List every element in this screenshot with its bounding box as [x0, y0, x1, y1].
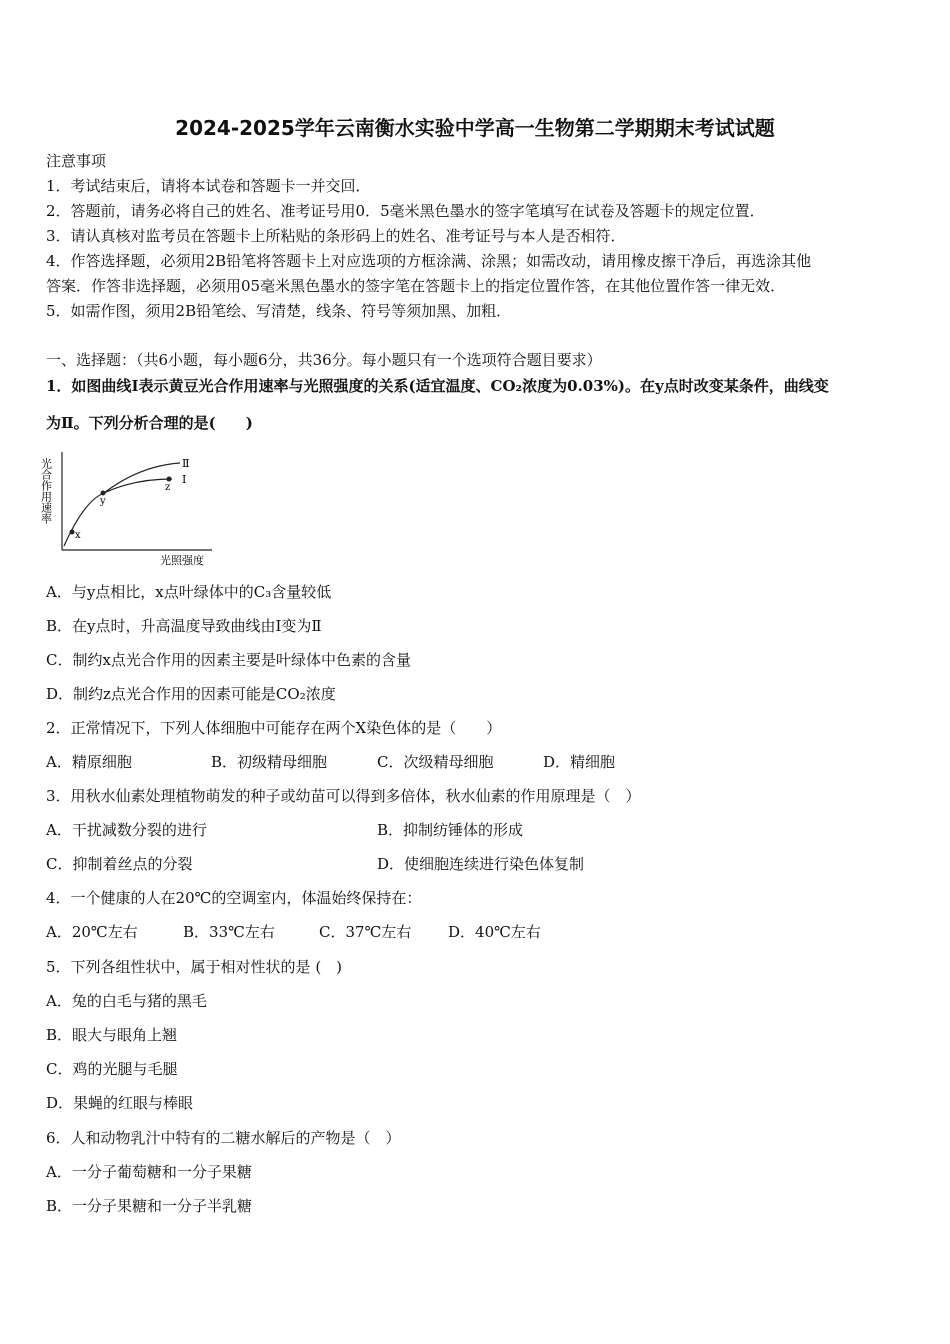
- option: B．眼大与眼角上翘: [46, 1026, 178, 1044]
- point-z-marker: [167, 477, 172, 482]
- notice-item: 答案．作答非选择题，必须用05毫米黑色墨水的签字笔在答题卡上的指定位置作答，在其他位置作答一律无效．: [46, 277, 786, 295]
- point-y-label: y: [100, 496, 106, 507]
- option: A．20℃左右: [46, 923, 138, 941]
- option: C．制约x点光合作用的因素主要是叶绿体中色素的含量: [46, 651, 411, 669]
- option: C．次级精母细胞: [377, 753, 494, 771]
- point-z-label: z: [165, 482, 171, 493]
- option: D．使细胞连续进行染色体复制: [377, 855, 585, 873]
- option: C．鸡的光腿与毛腿: [46, 1060, 178, 1078]
- option: B．33℃左右: [183, 923, 275, 941]
- y-axis-label: 光合作用速率: [39, 458, 53, 524]
- curve-ii-label: Ⅱ: [182, 457, 190, 470]
- photosynthesis-graph: [39, 446, 216, 572]
- section-heading: 一、选择题：（共6小题，每小题6分，共36分。每小题只有一个选项符合题目要求）: [46, 351, 602, 369]
- option: D．制约z点光合作用的因素可能是CO₂浓度: [46, 685, 336, 703]
- option: A．兔的白毛与猪的黑毛: [46, 992, 207, 1010]
- point-x-label: x: [75, 530, 81, 541]
- question-stem: 3．用秋水仙素处理植物萌发的种子或幼苗可以得到多倍体，秋水仙素的作用原理是（ ）: [46, 787, 641, 805]
- notice-item: 1．考试结束后，请将本试卷和答题卡一并交回．: [46, 177, 371, 195]
- question-stem: 1．如图曲线Ⅰ表示黄豆光合作用速率与光照强度的关系(适宜温度、CO₂浓度为0.03%)。在y点时改变某条件，曲线变: [46, 377, 829, 395]
- notice-item: 4．作答选择题，必须用2B铅笔将答题卡上对应选项的方框涂满、涂黑；如需改动，请用橡皮擦干净后，再选涂其他: [46, 252, 812, 270]
- option: D．果蝇的红眼与棒眼: [46, 1094, 194, 1112]
- option: A．精原细胞: [46, 753, 132, 771]
- option: B．初级精母细胞: [211, 753, 328, 771]
- question-stem: 6．人和动物乳汁中特有的二糖水解后的产物是（ ）: [46, 1129, 401, 1147]
- question-stem: 5．下列各组性状中，属于相对性状的是 ( ): [46, 958, 343, 976]
- option: C．37℃左右: [319, 923, 412, 941]
- page-title: 2024-2025学年云南衡水实验中学高一生物第二学期期末考试试题: [175, 116, 775, 140]
- option: D．40℃左右: [448, 923, 541, 941]
- option: C．抑制着丝点的分裂: [46, 855, 193, 873]
- option: A．与y点相比，x点叶绿体中的C₃含量较低: [46, 583, 332, 601]
- option: D．精细胞: [543, 753, 616, 771]
- notice-heading: 注意事项: [46, 152, 107, 170]
- option: B．在y点时，升高温度导致曲线由Ⅰ变为Ⅱ: [46, 617, 322, 635]
- notice-item: 5．如需作图，须用2B铅笔绘、写清楚，线条、符号等须加黑、加粗．: [46, 302, 512, 320]
- question-stem: 为Ⅱ。下列分析合理的是( ): [46, 414, 253, 432]
- notice-item: 2．答题前，请务必将自己的姓名、准考证号用0．5毫米黑色墨水的签字笔填写在试卷及答题卡的规定位置．: [46, 202, 765, 220]
- question-stem: 4．一个健康的人在20℃的空调室内，体温始终保持在：: [46, 889, 422, 907]
- option: B．一分子果糖和一分子半乳糖: [46, 1197, 253, 1215]
- option: A．一分子葡萄糖和一分子果糖: [46, 1163, 252, 1181]
- curve-i-label: Ⅰ: [182, 473, 187, 486]
- option: A．干扰减数分裂的进行: [46, 821, 207, 839]
- point-y-marker: [101, 491, 106, 496]
- x-axis-label: 光照强度: [160, 554, 204, 567]
- question-stem: 2．正常情况下，下列人体细胞中可能存在两个X染色体的是（ ）: [46, 719, 502, 737]
- option: B．抑制纺锤体的形成: [377, 821, 524, 839]
- notice-item: 3．请认真核对监考员在答题卡上所粘贴的条形码上的姓名、准考证号与本人是否相符．: [46, 227, 626, 245]
- point-x-marker: [70, 530, 75, 535]
